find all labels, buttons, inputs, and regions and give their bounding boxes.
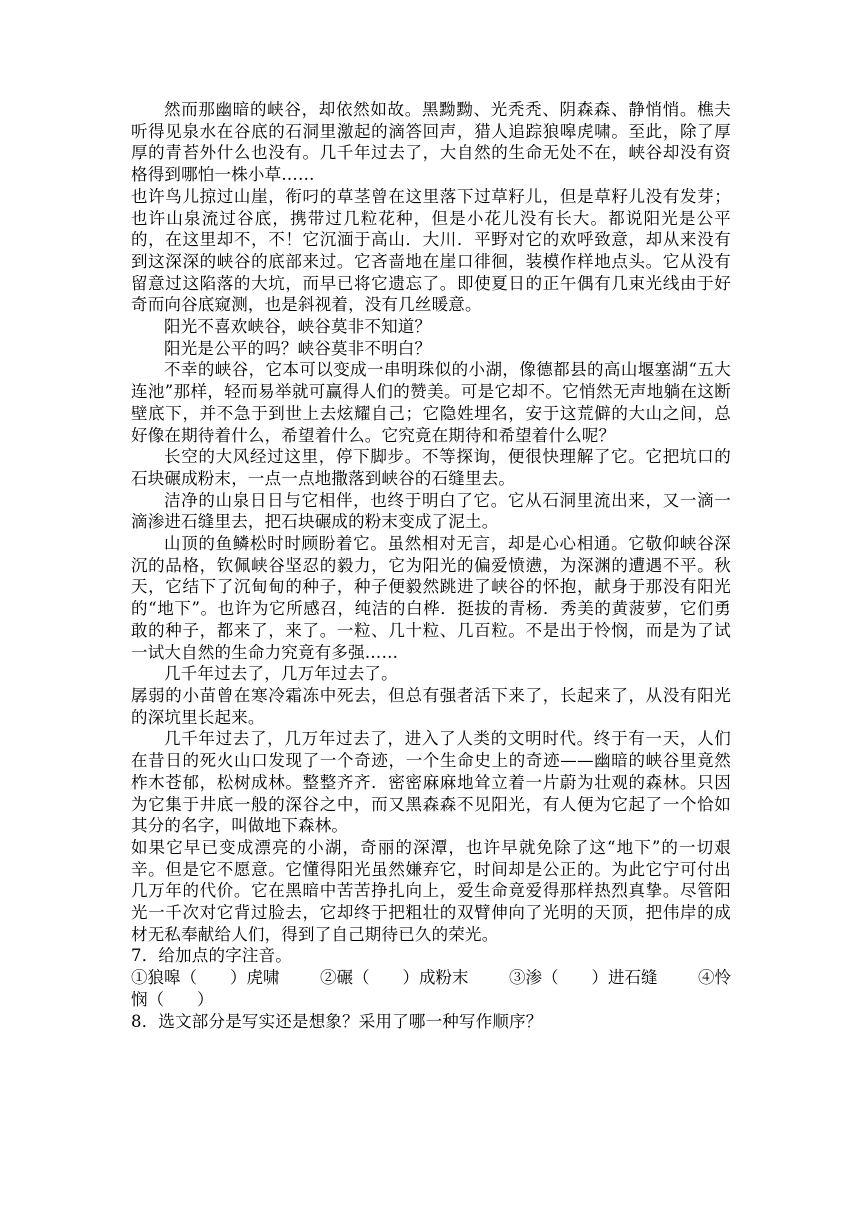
paragraph-11: 几千年过去了，几万年过去了，进入了人类的文明时代。终于有一天，人们在昔日的死火山口发现了一个奇迹，一个生命史上的奇迹——幽暗的峡谷里竟然柞木苍郁，松树成林。整整齐齐．密密麻麻地耸立着一片蔚为壮观的森林。只因为它集于井底一般的深谷之中，而又黑森森不见阳光，有人便为它起了一个恰如其分的名字，叫做地下森林。 (131, 729, 731, 836)
paragraph-9: 几千年过去了，几万年过去了。 (164, 664, 398, 684)
passage-text (131, 99, 731, 1032)
paragraph-2: 也许鸟儿掠过山崖，衔叼的草茎曾在这里落下过草籽儿，但是草籽儿没有发芽；也许山泉流过谷底，携带过几粒花种，但是小花儿没有长大。都说阳光是公平的，在这里却不，不！它沉湎于高山．大川．平野对它的欢呼致意，却从来没有到这深深的峡谷的底部来过。它吝啬地在崖口徘徊，装模作样地点头。它从没有留意过这陷落的大坑，而早已将它遗忘了。即使夏日的正午偶有几束光线由于好奇而向谷底窥测，也是斜视着，没有几丝暖意。 (131, 186, 731, 315)
question-7: 7．给加点的字注音。 (131, 946, 292, 966)
option-1: ①狼嗥（ ）虎啸 (131, 968, 280, 988)
paragraph-6: 长空的大风经过这里，停下脚步。不等探询，便很快理解了它。它把坑口的石块碾成粉末，一点一点地撒落到峡谷的石缝里去。 (131, 447, 731, 488)
paragraph-3: 阳光不喜欢峡谷，峡谷莫非不知道？ (164, 317, 432, 337)
option-4-continued: 悯（ ） (131, 989, 214, 1009)
option-2: ②碾（ ）成粉末 (320, 968, 469, 988)
option-4: ④怜 (698, 968, 731, 988)
paragraph-7: 洁净的山泉日日与它相伴，也终于明白了它。它从石洞里流出来，又一滴一滴渗进石缝里去，把石块碾成的粉末变成了泥土。 (131, 490, 731, 532)
option-3: ③渗（ ）进石缝 (509, 968, 658, 988)
question-7-options (131, 967, 731, 989)
paragraph-5: 不幸的峡谷，它本可以变成一串明珠似的小湖，像德都县的高山堰塞湖“五大连池”那样，轻而易举就可赢得人们的赞美。可是它却不。它悄然无声地躺在这断壁底下，并不急于到世上去炫耀自己；它隐姓埋名，安于这荒僻的大山之间，总好像在期待着什么，希望着什么。它究竟在期待和希望着什么呢？ (131, 360, 731, 445)
paragraph-4: 阳光是公平的吗？峡谷莫非不明白？ (164, 338, 432, 358)
paragraph-10: 孱弱的小苗曾在寒冷霜冻中死去，但总有强者活下来了，长起来了，从没有阳光的深坑里长起来。 (131, 685, 731, 727)
paragraph-1: 然而那幽暗的峡谷，却依然如故。黑黝黝、光秃秃、阴森森、静悄悄。樵夫听得见泉水在谷底的石洞里激起的滴答回声，猎人追踪狼嗥虎啸。至此，除了厚厚的青苔外什么也没有。几千年过去了，大自然的生命无处不在，峡谷却没有资格得到哪怕一株小草…… (131, 100, 731, 185)
paragraph-12: 如果它早已变成漂亮的小湖，奇丽的深潭，也许早就免除了这“地下”的一切艰辛。但是它不愿意。它懂得阳光虽然嫌弃它，时间却是公正的。为此它宁可付出几万年的代价。它在黑暗中苦苦挣扎向上，爱生命竟爱得那样热烈真挚。尽管阳光一千次对它背过脸去，它却终于把粗壮的双臂伸向了光明的天顶，把伟岸的成材无私奉献给人们，得到了自己期待已久的荣光。 (131, 837, 731, 944)
question-8: 8．选文部分是写实还是想象？采用了哪一种写作顺序？ (131, 1011, 543, 1031)
paragraph-8: 山顶的鱼鳞松时时顾盼着它。虽然相对无言，却是心心相通。它敬仰峡谷深沉的品格，钦佩峡谷坚忍的毅力，它为阳光的偏爱愤懑，为深渊的遭遇不平。秋天，它结下了沉甸甸的种子，种子便毅然跳进了峡谷的怀抱，献身于那没有阳光的“地下”。也许为它所感召，纯洁的白桦．挺拔的青杨．秀美的黄菠萝，它们勇敢的种子，都来了，来了。一粒、几十粒、几百粒。不是出于怜悯，而是为了试一试大自然的生命力究竟有多强…… (131, 534, 731, 662)
